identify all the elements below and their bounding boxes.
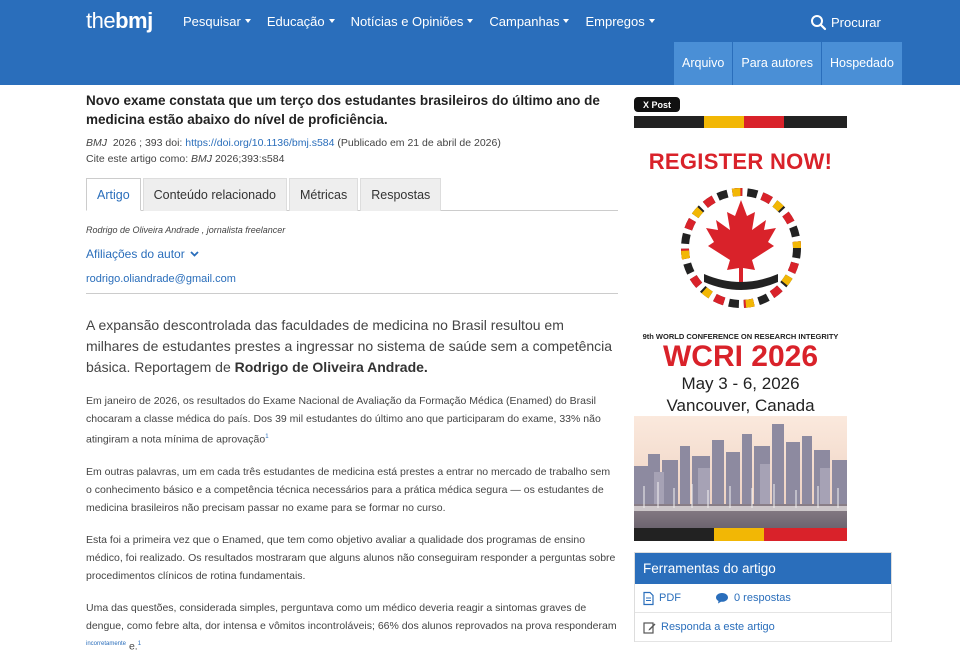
nav-item-pesquisar[interactable]	[183, 14, 251, 29]
cite-as-label: Cite este artigo como:	[86, 153, 191, 165]
lead-author: Rodrigo de Oliveira Andrade.	[235, 359, 428, 375]
published-date: (Publicado em 21 de abril de 2026)	[337, 137, 500, 149]
article-tools-row	[635, 613, 891, 642]
subnav-hospedado[interactable]: Hospedado	[822, 42, 902, 85]
x-post-button[interactable]: X Post	[634, 97, 680, 112]
cite-journal: BMJ	[191, 153, 212, 165]
maple-leaf-emblem	[680, 186, 802, 310]
subnav-para-autores[interactable]: Para autores	[733, 42, 821, 85]
chevron-down-icon	[329, 19, 335, 23]
nav-item-empregos[interactable]	[585, 14, 654, 29]
advertisement-banner[interactable]	[634, 116, 847, 541]
article-paragraph: Em outras palavras, um em cada três estudantes de medicina está prestes a entrar no mercado de trabalho sem o conhecimento básico e a competência técnica necessários para a prática médica segura — os estudantes de medicina brasileiros não precisam passar no exame para se formar no curso.	[86, 463, 618, 517]
sub-nav	[673, 42, 902, 85]
comment-icon	[715, 592, 729, 604]
nav-item-label: Campanhas	[489, 14, 559, 29]
reference-marker[interactable]: incorretamente	[86, 641, 126, 647]
article-paragraph	[86, 392, 618, 449]
edit-icon	[643, 621, 656, 634]
main-nav	[183, 0, 671, 42]
author-email-link[interactable]: rodrigo.oliandrade@gmail.com	[86, 273, 618, 294]
subnav-arquivo[interactable]: Arquivo	[674, 42, 732, 85]
pdf-link[interactable]: PDF	[659, 592, 681, 604]
responses-link[interactable]: 0 respostas	[734, 592, 791, 604]
citation-block	[86, 135, 618, 167]
ad-conference-text: 9th WORLD CONFERENCE ON RESEARCH INTEGRITY	[634, 332, 847, 341]
cite-as-line	[86, 151, 618, 167]
chevron-down-icon	[467, 19, 473, 23]
nav-item-label: Educação	[267, 14, 325, 29]
nav-item-educacao[interactable]	[267, 14, 335, 29]
tab-metricas[interactable]: Métricas	[289, 178, 358, 211]
affiliations-label: Afiliações do autor	[86, 247, 185, 261]
search-button[interactable]	[810, 12, 881, 32]
article-tabs	[86, 178, 618, 211]
ad-top-stripe	[634, 116, 847, 128]
logo-bmj: bmj	[115, 8, 153, 33]
citation-volume: 2026 ; 393 doi:	[113, 137, 185, 149]
search-label: Procurar	[831, 15, 881, 30]
nav-item-label: Notícias e Opiniões	[351, 14, 464, 29]
doi-link[interactable]: https://doi.org/10.1136/bmj.s584	[185, 137, 334, 149]
article-lead	[86, 315, 618, 378]
ad-register-text: REGISTER NOW!	[634, 149, 847, 175]
logo-the: the	[86, 8, 115, 33]
chevron-down-icon	[649, 19, 655, 23]
article-tools-row	[635, 584, 891, 613]
author-line: Rodrigo de Oliveira Andrade , jornalista freelancer	[86, 225, 618, 235]
tab-respostas[interactable]: Respostas	[360, 178, 441, 211]
reference-marker[interactable]: 1	[265, 434, 268, 440]
article-tools-title: Ferramentas do artigo	[635, 553, 891, 584]
article-tools-panel	[634, 552, 892, 642]
lead-text: A expansão descontrolada das faculdades de medicina no Brasil resultou em milhares de estudantes prestes a ingressar no sistema de saúde sem a competência básica. Reportagem de	[86, 317, 612, 375]
chevron-down-icon	[190, 251, 199, 257]
pdf-icon	[643, 592, 654, 605]
tab-artigo[interactable]: Artigo	[86, 178, 141, 211]
nav-item-label: Empregos	[585, 14, 644, 29]
nav-item-campanhas[interactable]	[489, 14, 569, 29]
article-paragraph	[86, 599, 618, 655]
article-title: Novo exame constata que um terço dos estudantes brasileiros do último ano de medicina estão abaixo do nível de proficiência.	[86, 91, 618, 129]
citation-line	[86, 135, 618, 151]
nav-item-label: Pesquisar	[183, 14, 241, 29]
paragraph-text-end: e.	[129, 640, 138, 652]
tab-conteudo-relacionado[interactable]: Conteúdo relacionado	[143, 178, 287, 211]
cite-reference: 2026;393:s584	[212, 153, 284, 165]
journal-name: BMJ	[86, 137, 107, 149]
ad-city-text: Vancouver, Canada	[634, 396, 847, 416]
reply-link[interactable]: Responda a este artigo	[661, 621, 775, 633]
chevron-down-icon	[245, 19, 251, 23]
search-icon	[810, 14, 827, 31]
ad-date-text: May 3 - 6, 2026	[634, 374, 847, 394]
top-header	[0, 0, 960, 85]
author-affiliations-toggle[interactable]	[86, 247, 618, 261]
nav-item-noticias[interactable]	[351, 14, 474, 29]
article-paragraph: Esta foi a primeira vez que o Enamed, que tem como objetivo avaliar a qualidade dos programas de ensino médico, foi realizado. Os resultados mostraram que alguns alunos não conseguiram responder a perguntas sobre procedimentos clínicos de rotina fundamentais.	[86, 531, 618, 585]
chevron-down-icon	[563, 19, 569, 23]
ad-wcri-text: WCRI 2026	[634, 340, 847, 374]
paragraph-text: Uma das questões, considerada simples, perguntava como um médico deveria reagir a sintomas graves de dengue, como febre alta, dor intensa e vômitos incontroláveis; 66% dos alunos reprovados na prova responderam	[86, 602, 617, 632]
bmj-logo[interactable]	[86, 6, 153, 36]
paragraph-text: Em janeiro de 2026, os resultados do Exame Nacional de Avaliação da Formação Médica (Enamed) do Brasil chocaram a classe médica do país. Dos 39 mil estudantes do último ano que participaram do exame, 33% não atingiram a nota mínima de aprovação	[86, 395, 601, 446]
vancouver-skyline-image	[634, 416, 847, 541]
reference-marker[interactable]: 1	[138, 641, 141, 647]
article-main	[86, 85, 618, 655]
